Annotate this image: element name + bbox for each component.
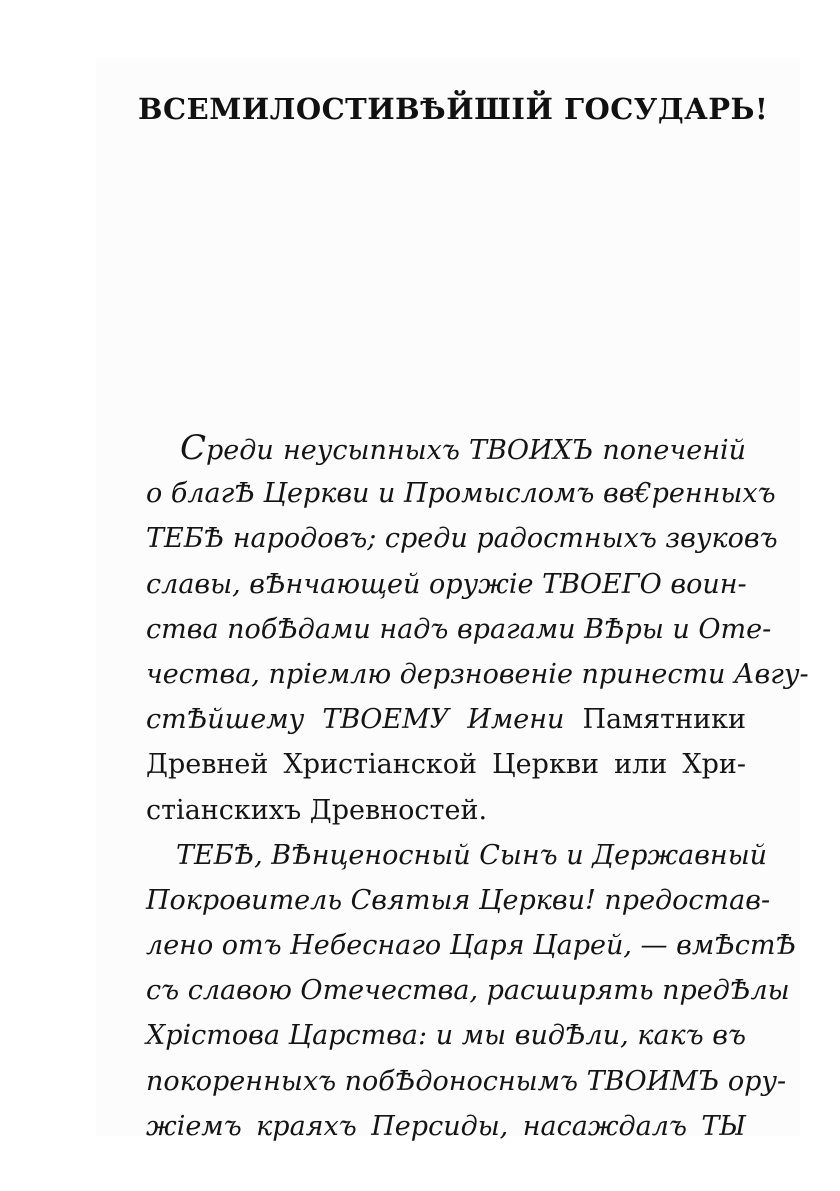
text-line-6: чества, пріемлю дерзновеніе принести Авгу- — [146, 658, 809, 690]
text-line-1 — [146, 426, 746, 471]
line-text: реди неусыпныхъ ТВОИХЪ попеченій — [206, 435, 746, 466]
upright-text: Памятники — [582, 704, 746, 736]
body-text — [146, 426, 809, 1149]
text-line-15: покоренныхъ побѢдоноснымъ ТВОИМЪ ору- — [146, 1065, 787, 1097]
drop-capital: С — [180, 428, 207, 468]
text-line-5: ства побѢдами надъ врагами ВѢры и Оте- — [146, 613, 772, 645]
text-line-10: ТЕБѢ, ВѢнценосный Сынъ и Державный — [176, 839, 768, 871]
text-line-9: стіанскихъ Древностей. — [146, 794, 488, 826]
text-line-11: Покровитель Святыя Церкви! предостав- — [146, 884, 771, 916]
page-heading: ВСЕМИЛОСТИВѢЙШІЙ ГОСУДАРЬ! — [138, 92, 769, 126]
text-line-16: жіемъ краяхъ Персиды, насаждалъ ТЫ — [146, 1110, 746, 1142]
paragraph-2 — [146, 833, 797, 1149]
paragraph-1 — [146, 426, 809, 833]
text-line-13: съ славою Отечества, расширять предѢлы — [146, 975, 790, 1007]
text-line-8: Древней Христіанской Церкви или Хри- — [146, 749, 746, 781]
text-line-2: о благѢ Церкви и Промысломъ вв€ренныхъ — [146, 478, 776, 510]
line-text: стѢйшему ТВОЕМУ Имени — [146, 704, 565, 736]
text-line-4: славы, вѢнчающей оружіе ТВОЕГО воин- — [146, 568, 747, 600]
text-line-14: Хрістова Царства: и мы видѢли, какъ въ — [146, 1020, 746, 1052]
text-line-7 — [146, 697, 746, 742]
text-line-12: лено отъ Небеснаго Царя Царей, — вмѢстѢ — [146, 930, 797, 962]
text-line-3: ТЕБѢ народовъ; среди радостныхъ звуковъ — [146, 523, 778, 555]
